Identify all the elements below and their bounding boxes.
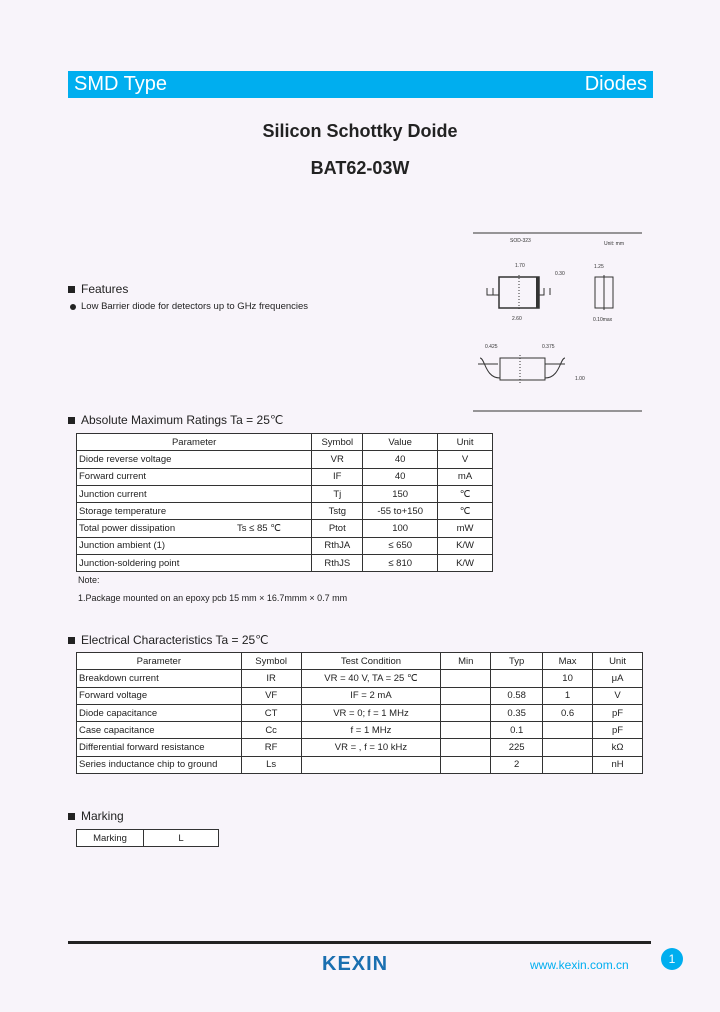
table-row: Case capacitance Cc f = 1 MHz 0.1 pF: [77, 722, 643, 739]
note-text: 1.Package mounted on an epoxy pcb 15 mm × 16.7mmm × 0.7 mm: [78, 593, 348, 603]
table-row: Breakdown current IR VR = 40 V, TA = 25 ℃ 10 μA: [77, 670, 643, 687]
table-header-row: Parameter Symbol Value Unit: [77, 434, 493, 451]
bullet-square-icon: [68, 813, 75, 820]
product-title: Silicon Schottky Doide: [262, 121, 458, 141]
bullet-square-icon: [68, 417, 75, 424]
svg-text:1.25: 1.25: [594, 264, 604, 270]
marking-label: Marking: [77, 830, 144, 847]
note-label: Note:: [78, 575, 100, 585]
feature-item: Low Barrier diode for detectors up to GHz frequencies: [70, 301, 308, 312]
table-row: Junction current Tj 150 ℃: [77, 485, 493, 502]
package-name: SOD-323: [510, 238, 531, 244]
table-row: Series inductance chip to ground Ls 2 nH: [77, 756, 643, 773]
table-row: Differential forward resistance RF VR = , f = 10 kHz 225 kΩ: [77, 739, 643, 756]
table-row: Diode capacitance CT VR = 0; f = 1 MHz 0.35 0.6 pF: [77, 704, 643, 721]
kexin-logo: KEXIN: [322, 953, 389, 975]
electrical-heading: Electrical Characteristics Ta = 25℃: [68, 633, 269, 647]
header-category: Diodes: [584, 73, 647, 95]
table-row: Junction ambient (1) RthJA ≤ 650 K/W: [77, 537, 493, 554]
svg-text:0.425: 0.425: [485, 344, 498, 350]
package-unit: Unit: mm: [604, 241, 624, 247]
table-row: Diode reverse voltage VR 40 V: [77, 451, 493, 468]
table-header-row: Parameter Symbol Test Condition Min Typ Max Unit: [77, 653, 643, 670]
svg-text:1.00: 1.00: [575, 376, 585, 382]
table-row: Forward voltage VF IF = 2 mA 0.58 1 V: [77, 687, 643, 704]
svg-text:1.70: 1.70: [515, 263, 525, 269]
part-number: BAT62-03W: [310, 158, 410, 178]
package-drawing: [470, 230, 645, 415]
header-banner: [68, 71, 653, 98]
table-row: Junction-soldering point RthJS ≤ 810 K/W: [77, 555, 493, 572]
table-row: Forward current IF 40 mA: [77, 468, 493, 485]
header-type: SMD Type: [74, 73, 167, 95]
page-number: 1: [661, 948, 683, 970]
features-heading: Features: [68, 282, 128, 296]
svg-text:0.30: 0.30: [555, 271, 565, 277]
website-link[interactable]: www.kexin.com.cn: [530, 958, 629, 972]
marking-table: [76, 829, 219, 847]
svg-text:0.10max: 0.10max: [593, 317, 613, 323]
svg-text:0.375: 0.375: [542, 344, 555, 350]
abs-max-table: [76, 433, 493, 572]
bullet-dot-icon: [70, 304, 76, 310]
table-row: Total power dissipation Ts ≤ 85 ℃ Ptot 100 mW: [77, 520, 493, 537]
abs-max-heading: Absolute Maximum Ratings Ta = 25℃: [68, 413, 283, 427]
electrical-table: [76, 652, 643, 774]
bullet-square-icon: [68, 286, 75, 293]
marking-heading: Marking: [68, 809, 124, 823]
table-row: Storage temperature Tstg -55 to+150 ℃: [77, 503, 493, 520]
bullet-square-icon: [68, 637, 75, 644]
marking-value: L: [144, 830, 219, 847]
footer-divider: [68, 941, 651, 944]
svg-text:2.60: 2.60: [512, 316, 522, 322]
